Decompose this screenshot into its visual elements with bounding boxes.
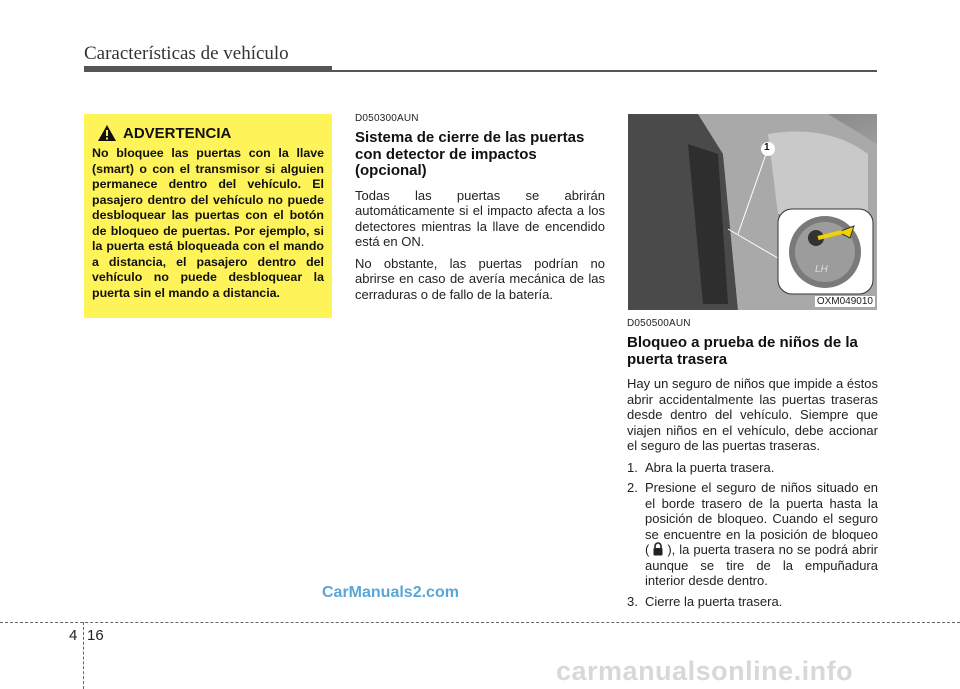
warning-text: No bloquee las puertas con la llave (smart) o con el transmisor si alguien permanece dentro del vehículo. El pasajero dentro del vehículo no puede desbloquear las puertas con el botón de bloqueo de puertas. Por ejemplo, si la puerta está bloqueada con el mando a distancia, el pasajero dentro del vehículo no puede desbloquear la puerta sin el mando a distancia. — [92, 146, 324, 300]
watermark-text: carmanualsonline.info — [556, 656, 854, 686]
steps-list — [627, 460, 878, 610]
section-code: D050300AUN — [355, 113, 419, 124]
photo-callout-number: 1 — [764, 142, 770, 153]
section-crash-unlock — [355, 113, 605, 302]
header-title: Características de vehículo — [84, 43, 289, 64]
lock-icon — [652, 542, 664, 556]
door-illustration — [628, 114, 877, 310]
section-heading: Bloqueo a prueba de niños de la puerta trasera — [627, 334, 858, 368]
header-rule-thick — [84, 66, 332, 72]
warning-title: ADVERTENCIA — [123, 124, 232, 142]
list-item: 3. Cierre la puerta trasera. — [627, 593, 783, 609]
section-heading: Sistema de cierre de las puertas con detector de impactos (opcional) — [355, 129, 585, 179]
watermark-link[interactable]: CarManuals2.com — [322, 584, 459, 601]
section-child-lock — [627, 318, 878, 614]
section-code: D050500AUN — [627, 318, 691, 329]
warning-box — [84, 114, 332, 318]
child-lock-photo — [628, 114, 877, 310]
footer-rule — [0, 622, 960, 623]
chapter-number: 4 — [69, 627, 78, 644]
warning-header — [97, 124, 324, 142]
list-item: 1. Abra la puerta trasera. — [627, 459, 775, 475]
photo-inset-text: LH — [815, 264, 828, 275]
header-rule-thin — [332, 70, 877, 72]
list-item: 2. Presione el seguro de niños situado en el borde trasero de la puerta hasta la posición de bloqueo. Cuando el seguro se encuentre en la posición de bloqueo ( ), la puerta trasera no se podrá abrir aunque se tire de la empuñadura interior desde dentro. — [627, 480, 878, 588]
paragraph: Hay un seguro de niños que impide a éstos abrir accidentalmente las puertas traseras desde dentro del vehículo. Siempre que viajen niños en el vehículo, debe accionar el seguro de las puertas traseras. — [627, 376, 878, 453]
figure-label: OXM049010 — [816, 296, 873, 307]
footer-divider — [83, 622, 84, 689]
page-number: 16 — [87, 627, 104, 644]
warning-triangle-icon — [97, 124, 117, 142]
paragraph: Todas las puertas se abrirán automáticamente si el impacto afecta a los detectores mientras la llave de encendido está en ON. — [355, 187, 605, 249]
paragraph: No obstante, las puertas podrían no abrirse en caso de avería mecánica de las cerraduras o de fallo de la batería. — [355, 255, 605, 302]
